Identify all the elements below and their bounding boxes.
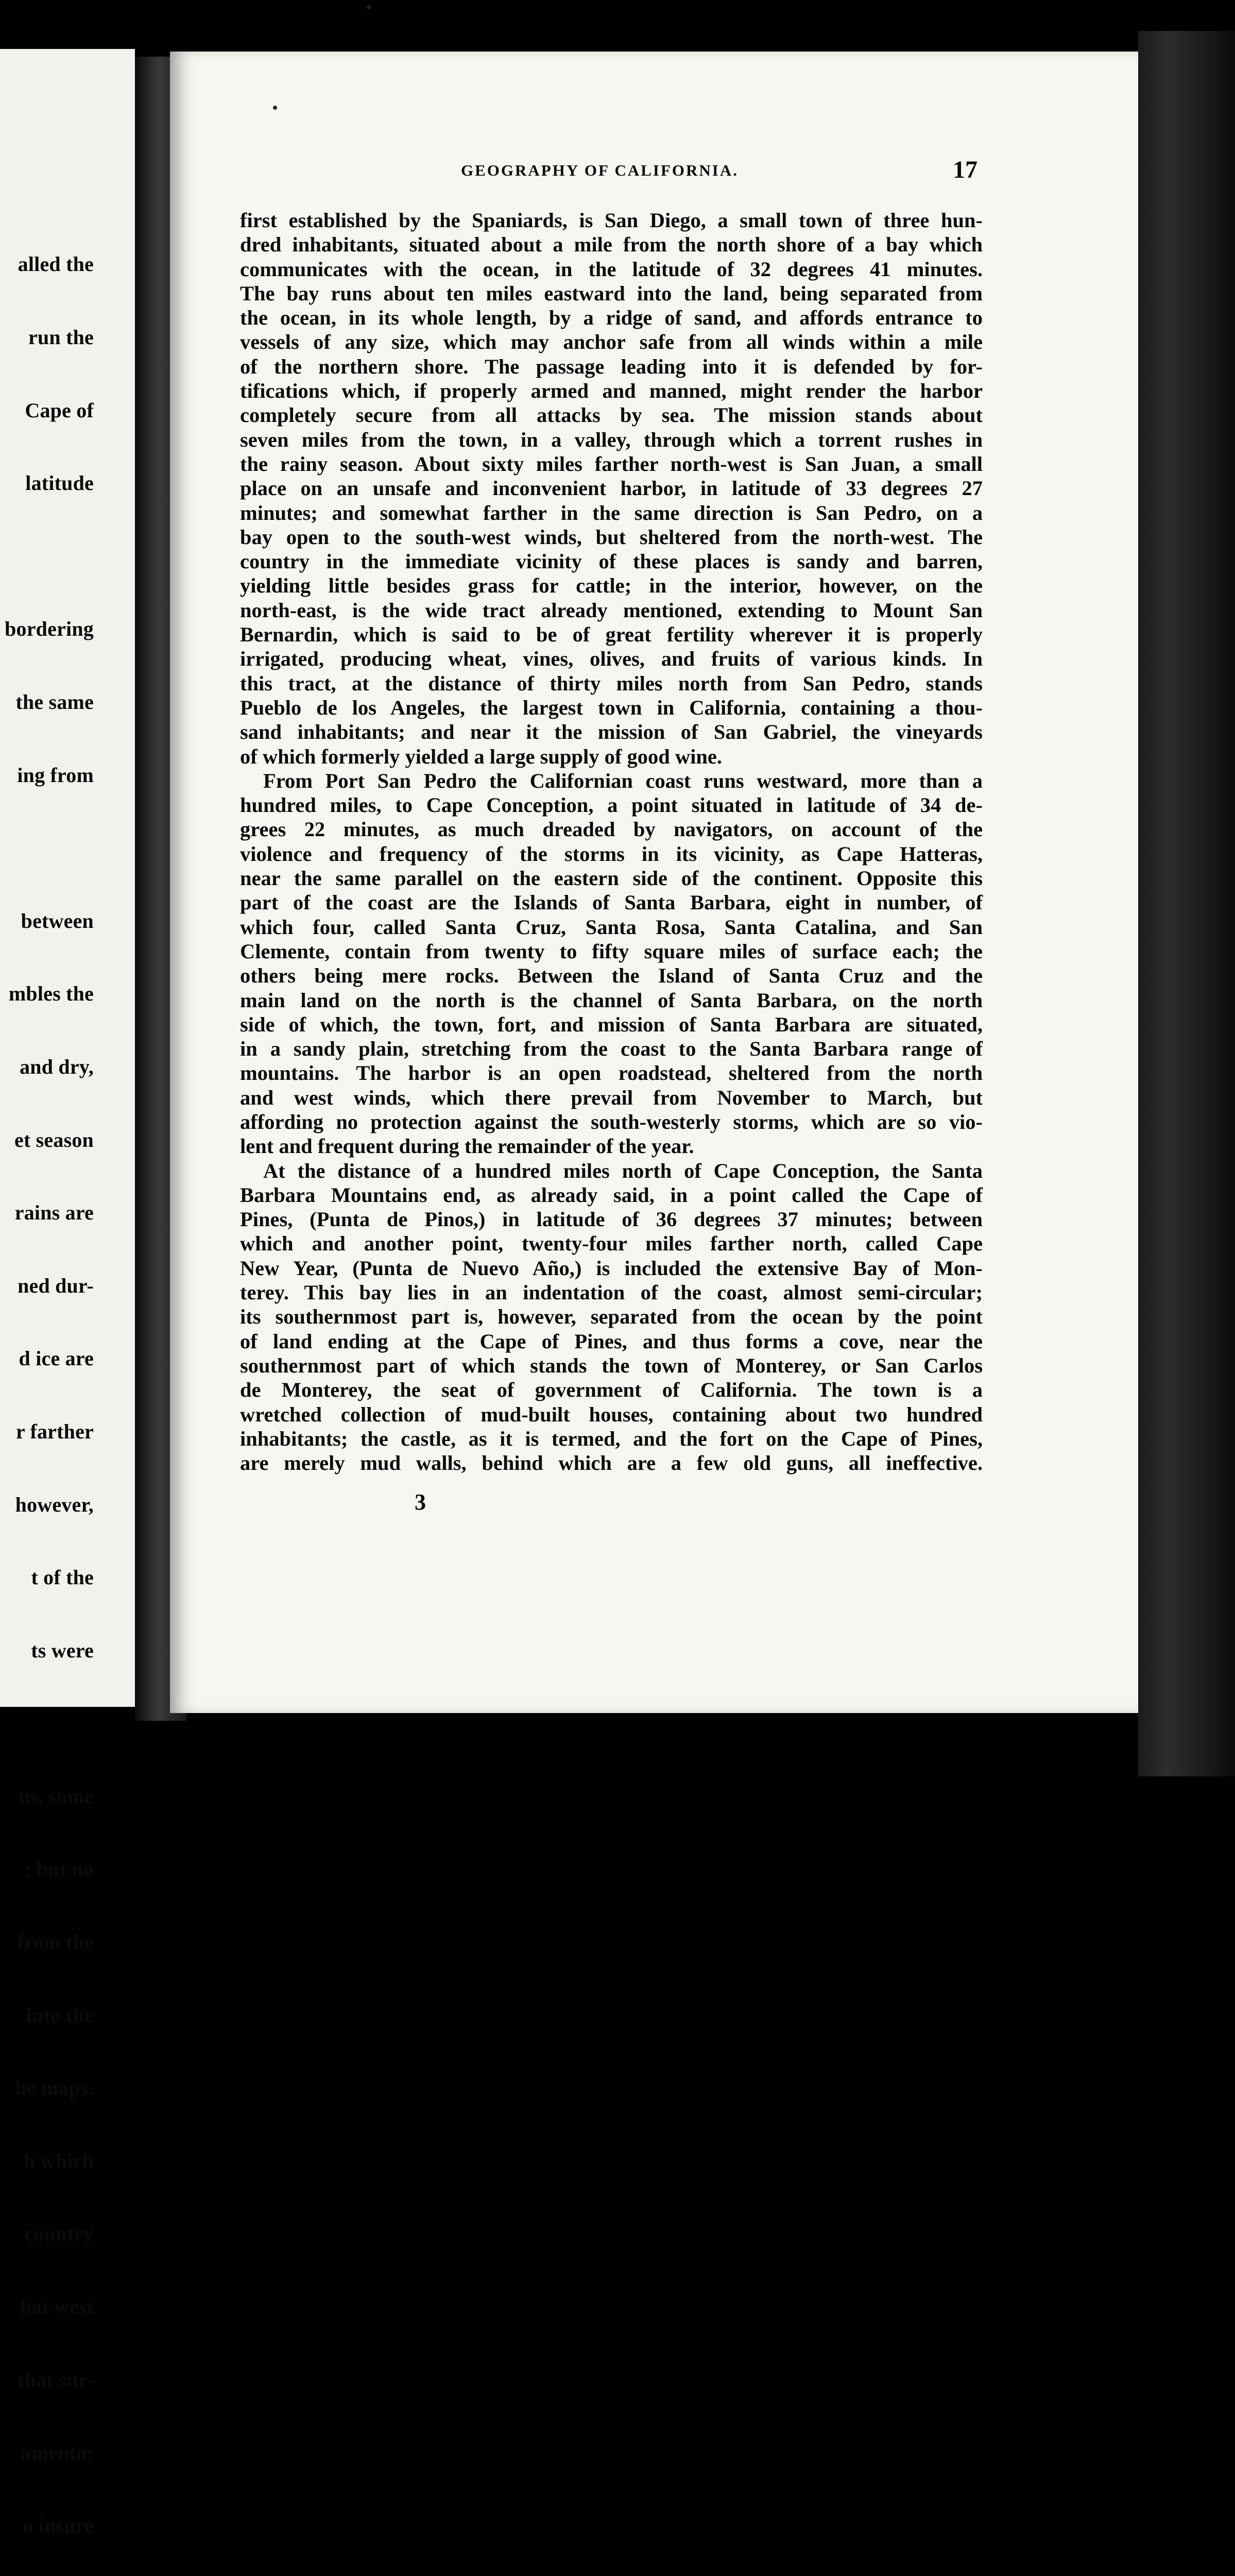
fragment-line: that sur- bbox=[17, 2368, 94, 2392]
text-line: From Port San Pedro the Californian coast runs westward, more than a bbox=[263, 769, 983, 792]
text-line: side of which, the town, fort, and mission of Santa Barbara are situated, bbox=[240, 1012, 983, 1036]
text-line: seven miles from the town, in a valley, through which a torrent rushes in bbox=[240, 428, 983, 451]
text-line: others being mere rocks. Between the Island of Santa Cruz and the bbox=[240, 964, 983, 988]
fragment-line: alled the bbox=[18, 252, 94, 276]
text-line: the ocean, in its whole length, by a ridge of sand, and affords entrance to bbox=[240, 306, 983, 330]
text-line: the rainy season. About sixty miles farther north-west is San Juan, a small bbox=[240, 452, 983, 476]
fragment-line: mbles the bbox=[8, 982, 94, 1006]
text-line: At the distance of a hundred miles north of Cape Conception, the Santa bbox=[263, 1159, 983, 1182]
fragment-line: ned dur- bbox=[18, 1274, 94, 1297]
fragment-line: t of the bbox=[31, 1566, 94, 1589]
text-line: Pueblo de los Angeles, the largest town in California, containing a thou- bbox=[240, 696, 983, 719]
text-line: hundred miles, to Cape Conception, a point situated in latitude of 34 de- bbox=[240, 793, 983, 817]
text-line: of the northern shore. The passage leading into it is defended by for- bbox=[240, 354, 983, 378]
fragment-line: amento; bbox=[21, 2441, 94, 2465]
text-line: inhabitants; the castle, as it is termed, and the fort on the Cape of Pines, bbox=[240, 1427, 983, 1450]
text-line: completely secure from all attacks by sea. The mission stands about bbox=[240, 403, 983, 427]
fragment-line: he maps. bbox=[15, 2076, 94, 2100]
fragment-line: country bbox=[24, 2222, 94, 2246]
running-head: GEOGRAPHY OF CALIFORNIA. bbox=[461, 161, 739, 179]
text-line: communicates with the ocean, in the latitude of 32 degrees 41 minutes. bbox=[240, 257, 983, 281]
text-line: de Monterey, the seat of government of California. The town is a bbox=[240, 1378, 983, 1402]
text-line: minutes; and somewhat farther in the same direction is San Pedro, on a bbox=[240, 501, 983, 524]
text-line: yielding little besides grass for cattle; in the interior, however, on the bbox=[240, 574, 983, 598]
fragment-line: hat west bbox=[20, 2295, 94, 2319]
text-line: in a sandy plain, stretching from the coast to the Santa Barbara range of bbox=[240, 1037, 983, 1061]
text-line: sand inhabitants; and near it the mission of San Gabriel, the vineyards bbox=[240, 720, 983, 744]
fragment-line: latitude bbox=[25, 471, 94, 495]
fragment-line: however, bbox=[15, 1493, 94, 1516]
fragment-line: ts were bbox=[31, 1638, 94, 1662]
fragment-line: from the bbox=[17, 1930, 94, 1954]
fragment-line: run the bbox=[28, 326, 94, 349]
text-line: of which formerly yielded a large supply of good wine. bbox=[240, 744, 722, 768]
text-line: north-east, is the wide tract already mentioned, extending to Mount San bbox=[240, 598, 983, 622]
text-line: Pines, (Punta de Pinos,) in latitude of 36 degrees 37 minutes; between bbox=[240, 1208, 983, 1231]
fragment-line: and dry, bbox=[20, 1055, 94, 1078]
fragment-line: o insure bbox=[23, 2514, 94, 2537]
fragment-line: ; but no bbox=[24, 1857, 94, 1881]
fragment-line: d ice are bbox=[19, 1347, 94, 1370]
text-line: mountains. The harbor is an open roadstead, sheltered from the north bbox=[240, 1061, 983, 1085]
text-line: first established by the Spaniards, is San Diego, a small town of three hun- bbox=[240, 209, 983, 232]
text-line: irrigated, producing wheat, vines, olives, and fruits of various kinds. In bbox=[240, 647, 983, 671]
fragment-line: r farther bbox=[16, 1419, 94, 1443]
scan-speck bbox=[367, 5, 371, 9]
text-line: Bernardin, which is said to be of great fertility wherever it is properly bbox=[240, 623, 983, 647]
text-line: of land ending at the Cape of Pines, and thus forms a cove, near the bbox=[240, 1329, 983, 1353]
text-line: which four, called Santa Cruz, Santa Rosa, Santa Catalina, and San bbox=[240, 915, 983, 939]
scan-speck bbox=[273, 106, 277, 110]
fragment-line: between bbox=[21, 909, 94, 933]
text-line: Clemente, contain from twenty to fifty square miles of surface each; the bbox=[240, 939, 983, 963]
text-line: and west winds, which there prevail from November to March, but bbox=[240, 1086, 983, 1109]
fragment-line: bordering bbox=[5, 617, 94, 641]
text-line: vessels of any size, which may anchor safe from all winds within a mile bbox=[240, 330, 983, 354]
text-line: this tract, at the distance of thirty miles north from San Pedro, stands bbox=[240, 671, 983, 695]
text-line: place on an unsafe and inconvenient harbor, in latitude of 33 degrees 27 bbox=[240, 477, 983, 500]
text-line: terey. This bay lies in an indentation of the coast, almost semi-circular; bbox=[240, 1281, 983, 1304]
fragment-line bbox=[5, 836, 94, 860]
text-line: violence and frequency of the storms in its vicinity, as Cape Hatteras, bbox=[240, 842, 983, 866]
page-edge-shadow bbox=[1138, 31, 1235, 1776]
fragment-line: h which bbox=[24, 2149, 94, 2173]
page-number: 17 bbox=[953, 156, 977, 183]
fragment-line bbox=[5, 544, 94, 568]
fragment-line: Cape of bbox=[25, 398, 94, 422]
fragment-line: into the bbox=[26, 2003, 94, 2027]
text-line: Barbara Mountains end, as already said, in a point called the Cape of bbox=[240, 1183, 983, 1207]
previous-page-fragment bbox=[0, 49, 135, 2537]
fragment-line: et season bbox=[14, 1128, 94, 1151]
text-line: main land on the north is the channel of Santa Barbara, on the north bbox=[240, 988, 983, 1012]
text-line: near the same parallel on the eastern side of the continent. Opposite this bbox=[240, 867, 983, 890]
fragment-line: rains are bbox=[14, 1201, 94, 1225]
body-text bbox=[240, 208, 983, 1475]
text-line: lent and frequent during the remainder of the year. bbox=[240, 1134, 694, 1158]
signature-mark: 3 bbox=[415, 1489, 426, 1515]
text-line: tifications which, if properly armed and manned, might render the harbor bbox=[240, 379, 983, 403]
previous-page-text bbox=[5, 204, 94, 2576]
fragment-line: ns, some bbox=[18, 1784, 94, 1808]
text-line: wretched collection of mud-built houses, containing about two hundred bbox=[240, 1402, 983, 1426]
text-line: New Year, (Punta de Nuevo Año,) is included the extensive Bay of Mon- bbox=[240, 1256, 983, 1280]
text-line: bay open to the south-west winds, but sheltered from the north-west. The bbox=[240, 525, 983, 549]
fragment-line: ing from bbox=[17, 763, 94, 787]
text-line: grees 22 minutes, as much dreaded by navigators, on account of the bbox=[240, 818, 983, 841]
text-line: dred inhabitants, situated about a mile from the north shore of a bay which bbox=[240, 233, 983, 257]
text-line: affording no protection against the south-westerly storms, which are so vio- bbox=[240, 1110, 983, 1133]
fragment-line: the same bbox=[15, 690, 94, 714]
text-line: country in the immediate vicinity of these places is sandy and barren, bbox=[240, 550, 983, 573]
text-line: part of the coast are the Islands of Santa Barbara, eight in number, of bbox=[240, 891, 983, 914]
fragment-line bbox=[5, 1711, 94, 1735]
text-line: which and another point, twenty-four miles farther north, called Cape bbox=[240, 1232, 983, 1256]
text-line: The bay runs about ten miles eastward into the land, being separated from bbox=[240, 281, 983, 305]
text-line: southernmost part of which stands the town of Monterey, or San Carlos bbox=[240, 1353, 983, 1377]
text-line: its southernmost part is, however, separated from the ocean by the point bbox=[240, 1305, 983, 1329]
text-line: are merely mud walls, behind which are a few old guns, all ineffective. bbox=[240, 1451, 983, 1475]
